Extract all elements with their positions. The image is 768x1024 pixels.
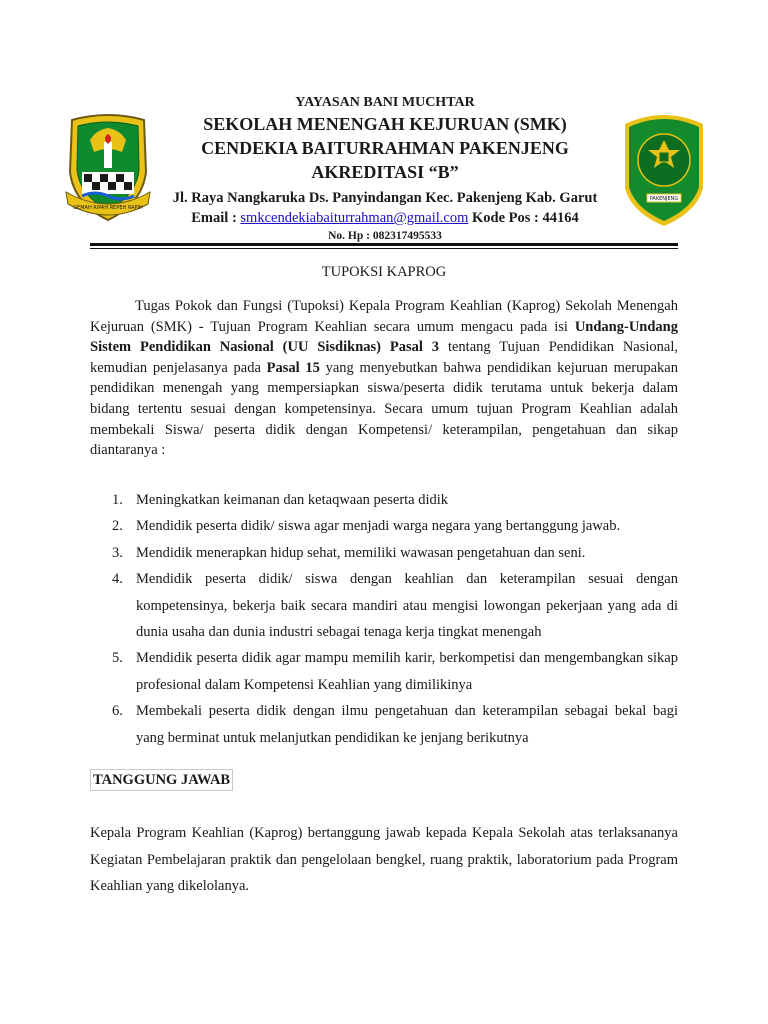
foundation-name: YAYASAN BANI MUCHTAR <box>295 95 475 110</box>
west-java-emblem-icon <box>62 112 154 224</box>
email-label: Email : <box>191 210 241 226</box>
list-item-number: 5. <box>112 650 123 667</box>
intro-paragraph <box>90 296 678 461</box>
objectives-list <box>90 487 678 751</box>
school-name-line-2: CENDEKIA BAITURRAHMAN PAKENJENG <box>201 138 569 158</box>
school-seal-icon <box>621 110 707 228</box>
list-item-number: 4. <box>112 571 123 588</box>
postal-code: Kode Pos : 44164 <box>468 210 579 226</box>
right-logo-banner: PAKENJENG <box>649 196 679 202</box>
list-item-text: Mendidik peserta didik agar mampu memilih karir, berkompetisi dan mengembangkan sikap profesional dalam Kompetensi Keahlian yang dimilikinya <box>136 650 678 693</box>
list-item <box>90 698 678 751</box>
intro-text-3: yang menyebutkan bahwa pendidikan kejuruan merupakan pendidikan menengah yang mempersiapkan siswa/peserta didik terutama untuk bekerja dalam bidang tertentu sesuai dengan kompetensinya. Secara umum tujuan Program Keahlian adalah membekali Siswa/ peserta didik dengan Kompetensi/ keterampilan, pengetahuan dan sikap diantaranya : <box>90 359 678 459</box>
list-item-number: 1. <box>112 492 123 508</box>
list-item <box>90 513 678 539</box>
school-name-line-1: SEKOLAH MENENGAH KEJURUAN (SMK) <box>203 114 567 134</box>
intro-law-reference: Undang-Undang Sistem Pendidikan Nasional (UU Sisdiknas) Pasal 3 <box>90 318 678 356</box>
list-item-text: Membekali peserta didik dengan ilmu pengetahuan dan keterampilan sebagai bekal bagi yang berminat untuk melanjutkan pendidikan ke jenjang berikutnya <box>136 703 678 746</box>
list-item-text: Meningkatkan keimanan dan ketaqwaan peserta didik <box>136 492 449 508</box>
letterhead-divider-thick <box>90 243 678 246</box>
contact-line <box>150 208 620 228</box>
accreditation: AKREDITASI “B” <box>311 162 459 182</box>
list-item <box>90 645 678 698</box>
document-title: TUPOKSI KAPROG <box>321 264 447 280</box>
list-item-text: Mendidik menerapkan hidup sehat, memiliki wawasan pengetahuan dan seni. <box>136 544 586 561</box>
closing-paragraph: Kepala Program Keahlian (Kaprog) bertanggung jawab kepada Kepala Sekolah atas terlaksananya Kegiatan Pembelajaran praktik dan pengelolaan bengkel, ruang praktik, laboratorium pada Program Keahlian yang dikelolanya. <box>90 825 678 895</box>
phone-number: No. Hp : 082317495533 <box>328 230 442 242</box>
intro-text-2: tentang Tujuan Pendidikan Nasional, kemudian penjelasanya pada <box>90 339 679 376</box>
school-address: Jl. Raya Nangkaruka Ds. Panyindangan Kec. Pakenjeng Kab. Garut <box>172 190 598 206</box>
list-item <box>90 487 678 513</box>
intro-article-reference: Pasal 15 <box>266 359 320 376</box>
list-item-number: 3. <box>112 544 123 561</box>
left-logo-motto: GEMAH RIPAH REPEH RAPIH <box>73 205 143 211</box>
letterhead <box>150 94 620 244</box>
list-item <box>90 540 678 566</box>
list-item-text: Mendidik peserta didik/ siswa dengan keahlian dan keterampilan sesuai dengan kompetensinya, bekerja baik secara mandiri atau mengisi lowongan pekerjaan yang ada di dunia usaha dan dunia industri sebagai tenaga kerja tingkat menengah <box>136 571 678 641</box>
list-item <box>90 566 678 645</box>
section-heading: TANGGUNG JAWAB <box>90 769 233 791</box>
intro-text-1: Tugas Pokok dan Fungsi (Tupoksi) Kepala Program Keahlian (Kaprog) Sekolah Menengah Kejuruan (SMK) - Tujuan Program Keahlian secara umum mengacu pada isi <box>90 298 678 335</box>
list-item-number: 2. <box>112 518 123 535</box>
email-link[interactable]: smkcendekiabaiturrahman@gmail.com <box>240 210 469 226</box>
list-item-number: 6. <box>112 703 123 720</box>
list-item-text: Mendidik peserta didik/ siswa agar menjadi warga negara yang bertanggung jawab. <box>136 518 621 535</box>
letterhead-divider-thin <box>90 248 678 249</box>
